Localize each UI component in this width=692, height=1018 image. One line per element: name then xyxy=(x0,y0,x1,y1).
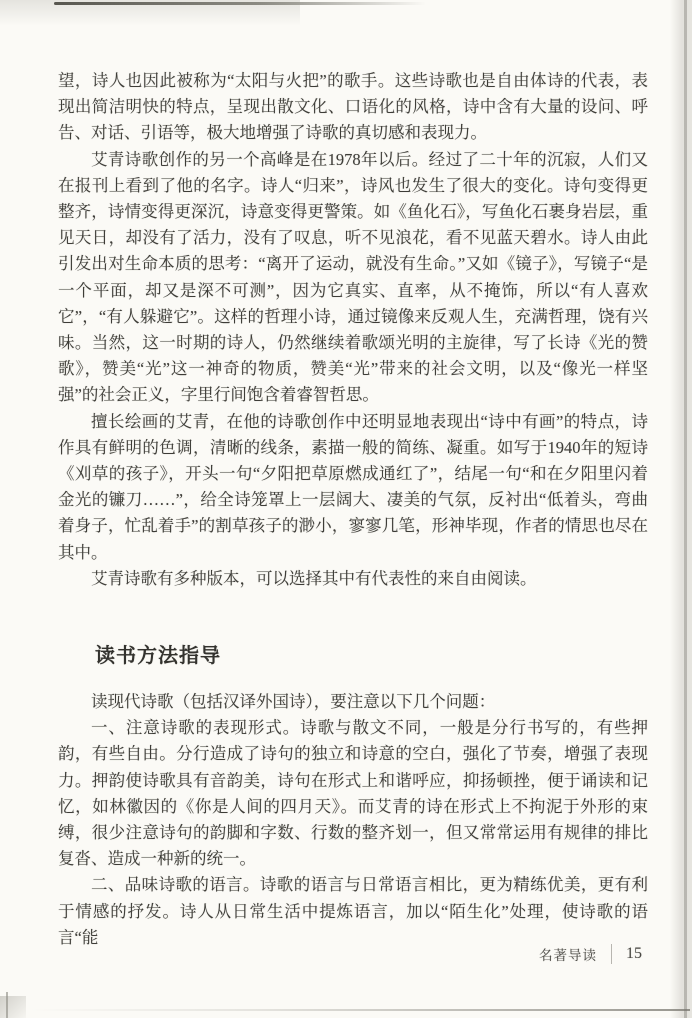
paragraph: 读现代诗歌（包括汉译外国诗），要注意以下几个问题： xyxy=(91,692,496,712)
paragraph: 擅长绘画的艾青，在他的诗歌创作中还明显地表现出“诗中有画”的特点，诗作具有鲜明的色调，清晰的线条，素描一般的简练、凝重。如写于1940年的短诗《刈草的孩子》，开头一句“夕阳把草原燃成通红了”，结尾一句“和在夕阳里闪着金光的镰刀……”，给全诗笼罩上一层阔大、凄美的气氛，反衬出“低着头，弯曲着身子，忙乱着手”的割草孩子的渺小，寥寥几笔，形神毕现，作者的情思也尽在其中。 xyxy=(58,411,648,562)
paragraph: 艾青诗歌有多种版本，可以选择其中有代表性的来自由阅读。 xyxy=(91,568,537,588)
paragraph: 一、注意诗歌的表现形式。诗歌与散文不同，一般是分行书写的，有些押韵，有些自由。分行造成了诗句的独立和诗意的空白，强化了节奏，增强了表现力。押韵使诗歌具有音韵美，诗句在形式上和谐呼应，抑扬顿挫，便于诵读和记忆，如林徽因的《你是人间的四月天》。而艾青的诗在形式上不拘泥于外形的束缚，很少注意诗句的韵脚和字数、行数的整齐划一，但又常常运用有规律的排比复沓、造成一种新的统一。 xyxy=(58,718,648,869)
page-content xyxy=(58,0,648,951)
page-footer xyxy=(539,944,642,964)
paragraph: 二、品味诗歌的语言。诗歌的语言与日常语言相比，更为精练优美，更有利于情感的抒发。诗人从日常生活中提炼语言，加以“陌生化”处理，使诗歌的语言“能 xyxy=(58,875,648,947)
paragraph: 艾青诗歌创作的另一个高峰是在1978年以后。经过了二十年的沉寂，人们又在报刊上看到了他的名字。诗人“归来”，诗风也发生了很大的变化。诗句变得更整齐，诗情变得更深沉，诗意变得更警策。如《鱼化石》，写鱼化石裹身岩层，重见天日，却没有了活力，没有了叹息，听不见浪花，看不见蓝天碧水。诗人由此引发出对生命本质的思考：“离开了运动，就没有生命。”又如《镜子》，写镜子“是一个平面，却又是深不可测”，因为它真实、直率，从不掩饰，所以“有人喜欢它”，“有人躲避它”。这样的哲理小诗，通过镜像来反观人生，充满哲理，饶有兴味。当然，这一时期的诗人，仍然继续着歌颂光明的主旋律，写了长诗《光的赞歌》，赞美“光”这一神奇的物质，赞美“光”带来的社会文明，以及“像光一样坚强”的社会正义，字里行间饱含着睿智哲思。 xyxy=(58,149,648,405)
scan-bottom-left-edge-line xyxy=(6,992,8,1018)
scan-bottom-left-corner-mark xyxy=(0,996,26,1018)
footer-divider xyxy=(611,944,612,964)
scan-right-edge-line xyxy=(684,0,687,1018)
paragraph: 望，诗人也因此被称为“太阳与火把”的歌手。这些诗歌也是自由体诗的代表，表现出简洁明快的特点，呈现出散文化、口语化的风格，诗中含有大量的设问、呼告、对话、引语等，极大地增强了诗歌的真切感和表现力。 xyxy=(58,71,648,143)
section-heading: 读书方法指导 xyxy=(95,645,221,668)
footer-page-number: 15 xyxy=(626,945,642,962)
scan-bottom-edge-line xyxy=(30,1009,690,1011)
footer-section-label: 名著导读 xyxy=(539,948,597,963)
scan-right-edge-shadow xyxy=(670,0,692,1018)
